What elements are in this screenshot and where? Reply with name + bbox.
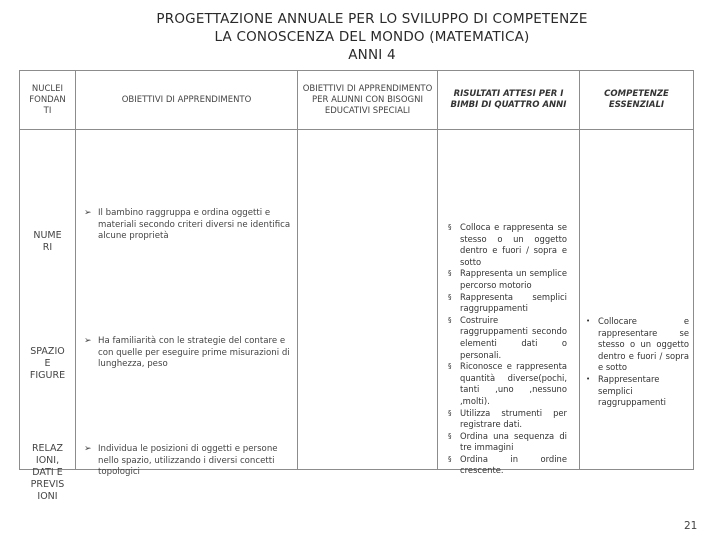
title-line-1: PROGETTAZIONE ANNUALE PER LO SVILUPPO DI COMPETENZE: [156, 11, 588, 27]
arrow-bullet-icon: ➢: [84, 444, 92, 454]
list-item: § Rappresenta un semplice percorso motorio: [448, 268, 567, 290]
obiettivo-text: Individua le posizioni di oggetti e persone nello spazio, utilizzando i diversi concetti topologici: [98, 444, 278, 477]
list-item: § Costruire raggruppamenti secondo elementi dati o personali.: [448, 314, 567, 360]
obiettivo-item: [84, 208, 291, 243]
obiettivo-text: Il bambino raggruppa e ordina oggetti e materiali secondo criteri diversi ne identifica alcune proprietà: [98, 208, 291, 241]
square-bullet-icon: §: [448, 362, 452, 371]
nucleo-numeri: NUME RI: [33, 230, 62, 253]
square-bullet-icon: §: [448, 454, 452, 463]
list-item: § Ordina una sequenza di tre immagini: [448, 430, 567, 453]
list-item: § Utilizza strumenti per registrare dati.: [448, 407, 567, 430]
nucleo-relazioni-dati: RELAZ IONI, DATI E PREVIS IONI: [30, 443, 65, 502]
square-bullet-icon: §: [448, 292, 452, 301]
header-risultati: RISULTATI ATTESI PER I BIMBI DI QUATTRO ANNI: [438, 71, 580, 130]
competenze-cell: [580, 130, 694, 470]
header-bes: OBIETTIVI DI APPRENDIMENTO PER ALUNNI CON BISOGNI EDUCATIVI SPECIALI: [298, 71, 438, 130]
square-bullet-icon: §: [448, 431, 452, 440]
header-competenze: COMPETENZE ESSENZIALI: [580, 71, 694, 130]
square-bullet-icon: §: [448, 408, 452, 417]
arrow-bullet-icon: ➢: [84, 208, 92, 218]
risultati-cell: [438, 130, 580, 476]
obiettivo-item: [84, 336, 291, 371]
title-line-3: ANNI 4: [348, 47, 396, 63]
page-number: 21: [684, 520, 698, 532]
competenze-list: [582, 316, 689, 409]
list-item: § Riconosce e rappresenta quantità diverse(pochi, tanti ,uno ,nessuno ,molti).: [448, 361, 567, 406]
content-row: [20, 130, 694, 470]
bes-cell: [298, 130, 438, 470]
list-item: • Rappresentare semplici raggruppamenti: [586, 373, 666, 408]
progettazione-table: [19, 70, 694, 502]
nucleo-spazio-figure: SPAZIO E FIGURE: [29, 346, 66, 381]
obiettivo-item: [84, 444, 291, 479]
risultati-list: [444, 222, 567, 477]
obiettivi-cell: [76, 130, 298, 477]
square-bullet-icon: §: [448, 223, 452, 231]
square-bullet-icon: §: [448, 269, 452, 278]
dot-bullet-icon: •: [586, 374, 591, 383]
list-item: § Ordina in ordine crescente.: [448, 453, 567, 476]
arrow-bullet-icon: ➢: [84, 336, 92, 346]
list-item: § Colloca e rappresenta se stesso o un oggetto dentro e fuori / sopra e sotto: [448, 222, 567, 267]
nuclei-cell: [20, 130, 76, 502]
page-title: [0, 10, 720, 64]
title-line-2: LA CONOSCENZA DEL MONDO (MATEMATICA): [214, 29, 530, 45]
obiettivo-text: Ha familiarità con le strategie del contare e con quelle per eseguire prime misurazioni di lunghezza, peso: [98, 336, 290, 369]
list-item: § Rappresenta semplici raggruppamenti: [448, 291, 567, 314]
list-item: • Collocare e rappresentare se stesso o un oggetto dentro e fuori / sopra e sotto: [586, 316, 689, 373]
header-nuclei: NUCLEI FONDAN TI: [20, 71, 76, 130]
header-obiettivi: OBIETTIVI DI APPRENDIMENTO: [76, 71, 298, 130]
square-bullet-icon: §: [448, 315, 452, 324]
dot-bullet-icon: •: [586, 317, 591, 325]
header-row: [20, 71, 694, 130]
